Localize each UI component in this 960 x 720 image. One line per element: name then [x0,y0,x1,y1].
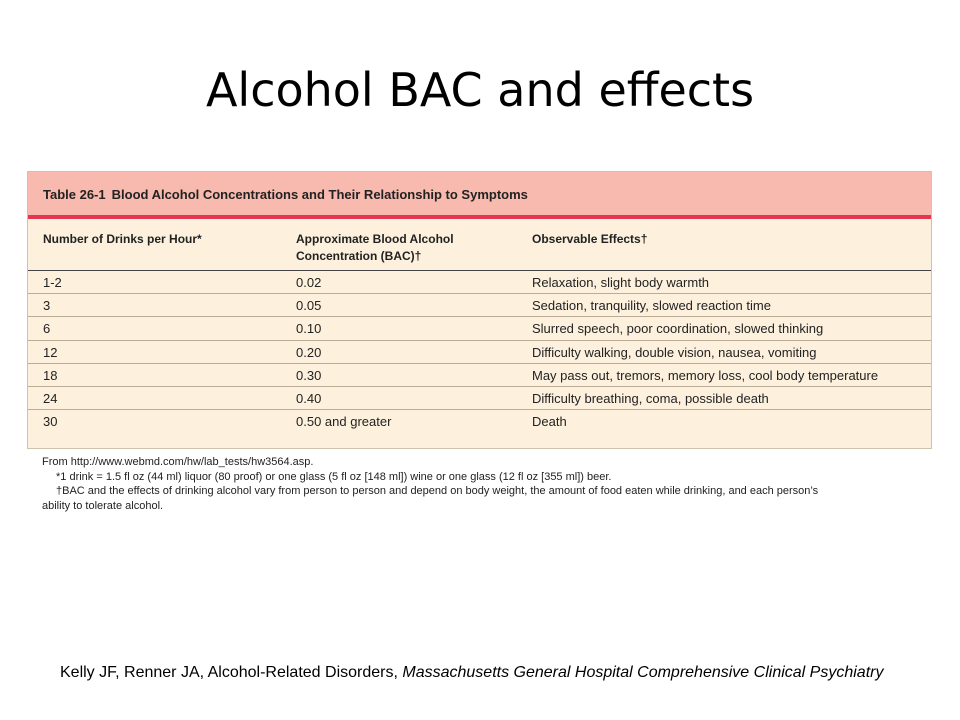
cell-drinks: 1-2 [43,275,62,290]
table-row [28,341,931,364]
cell-effects: Difficulty walking, double vision, nausea, vomiting [532,344,817,360]
cell-effects: Sedation, tranquility, slowed reaction time [532,298,771,314]
table-row [28,271,931,294]
header-drinks: Number of Drinks per Hour* [43,232,202,246]
cell-drinks: 30 [43,414,58,430]
citation-authors: Kelly JF, Renner JA, Alcohol-Related Disorders, [60,664,403,681]
table-caption-text: Blood Alcohol Concentrations and Their Relationship to Symptoms [111,187,528,202]
table-header-row [28,219,931,271]
cell-bac: 0.02 [296,275,322,290]
footnote-source: From http://www.webmd.com/hw/lab_tests/hw3564.asp. [42,456,314,468]
cell-effects: Death [532,414,567,430]
cell-effects: May pass out, tremors, memory loss, cool body temperature [532,367,879,383]
table-number: Table 26-1 [43,187,106,202]
table-body [28,271,931,433]
cell-drinks: 12 [43,344,58,360]
cell-bac: 0.10 [296,321,322,337]
cell-effects: Difficulty breathing, coma, possible death [532,390,769,406]
header-bac-line1: Approximate Blood Alcohol [296,232,454,246]
footnote-bac-variance: †BAC and the effects of drinking alcohol vary from person to person and depend on body weight, the amount of food eaten while drinking, and each person’s [56,485,819,497]
header-bac-line2: Concentration (BAC)† [296,249,422,263]
cell-bac: 0.40 [296,390,322,406]
cell-effects: Slurred speech, poor coordination, slowed thinking [532,321,824,337]
cell-bac: 0.20 [296,344,322,360]
table-footnotes [42,455,927,513]
cell-drinks: 24 [43,390,58,406]
citation-source: Massachusetts General Hospital Comprehensive Clinical Psychiatry [402,664,884,681]
slide-title: Alcohol BAC and effects [205,63,755,117]
cell-effects: Relaxation, slight body warmth [532,275,710,290]
header-bac [296,231,454,265]
cell-drinks: 6 [43,321,51,337]
table-row [28,387,931,410]
footnote-bac-variance-cont: ability to tolerate alcohol. [42,499,164,512]
footnote-drink-definition: *1 drink = 1.5 fl oz (44 ml) liquor (80 proof) or one glass (5 fl oz [148 ml]) wine or one glass (12 fl oz [355 ml]) beer. [56,470,612,483]
header-effects: Observable Effects† [532,232,648,246]
bac-table [27,171,932,449]
table-row [28,294,931,317]
cell-drinks: 3 [43,298,51,314]
table-row [28,410,931,433]
cell-bac: 0.50 and greater [296,414,392,430]
cell-drinks: 18 [43,367,58,383]
table-row [28,364,931,387]
citation [60,662,920,683]
table-row [28,317,931,340]
table-caption [28,172,931,219]
cell-bac: 0.05 [296,298,322,314]
cell-bac: 0.30 [296,367,322,383]
